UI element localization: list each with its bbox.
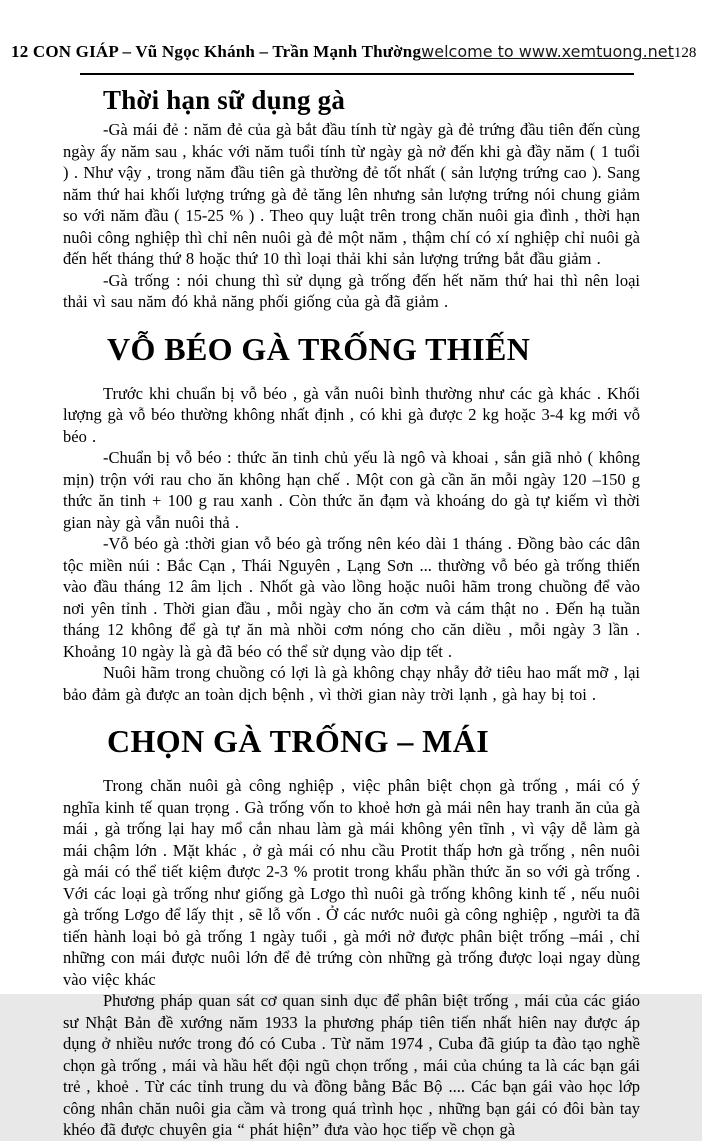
paragraph-phuong-phap-quan-sat: Phương pháp quan sát cơ quan sinh dục để phân biệt trống , mái của các giáo sư Nhật Bản đề xướng năm 1933 la phương pháp tiên tiến nhất hiên nay được áp dụng ở nhiều nước trong đó có Cuba . Từ năm 1974 , Cuba đã giúp ta đào tạo nghề chọn gà trống , mái và hầu hết đội ngũ chọn trống , mái của chúng ta là các bạn gái trẻ , khoẻ . Từ các tỉnh trung du và đồng bằng Bắc Bộ .... Các bạn gái vào học lớp công nhân chăn nuôi gia cầm và trong quá trình học , những bạn gái có đôi bàn tay khéo đã được chuyên gia “ phát hiện” đưa vào học tiếp về chọn gà [63, 991, 640, 1139]
header-book-title: 12 CON GIÁP – Vũ Ngọc Khánh – Trần Mạnh Thường [11, 42, 422, 61]
paragraph-ga-mai-de: -Gà mái đẻ : năm đẻ của gà bắt đầu tính từ ngày gà đẻ trứng đầu tiên đến cùng ngày ấy năm sau , khác với năm tuổi tính từ ngày gà nở đến khi gà đầy năm ( 1 tuổi ) . Như vậy , trong năm đầu tiên gà thường đẻ tốt nhất ( sản lượng trứng cao ). Sang năm thứ hai khối lượng trứng gà đẻ tăng lên nhưng sản lượng trứng nói chung giảm so với năm đầu ( 15-25 % ) . Theo quy luật trên trong chăn nuôi gia đình , thời hạn nuôi công nghiệp thì chỉ nên nuôi gà đẻ một năm , thậm chí có xí nghiệp chỉ nuôi gà đến hết tháng thứ 8 hoặc thứ 10 thì loại thải khi sản lượng trứng bắt đầu giảm . [63, 120, 640, 268]
section-thoi-han-su-dung-ga [63, 85, 640, 313]
header-website-link[interactable]: welcome to www.xemtuong.net [421, 42, 674, 61]
paragraph-trong-chan-nuoi-cong-nghiep: Trong chăn nuôi gà công nghiệp , việc phân biệt chọn gà trống , mái có ý nghĩa kinh tế quan trọng . Gà trống vốn to khoẻ hơn gà mái nên hay tranh ăn của gà mái , gà trống lại hay mổ cắn nhau làm gà mái không yên tĩnh , vì vậy dễ làm gà mái chậm lớn . Mặt khác , ở gà mái có nhu cầu Protit thấp hơn gà trống , nên nuôi gà mái có thể tiết kiệm được 2-3 % protit trong khẩu phần thức ăn so với gà trống . Với các loại gà trống như giống gà Lơgo thì nuôi gà trống không kinh tế , nếu nuôi gà trống Lơgo để lấy thịt , sẽ lỗ vốn . Ở các nước nuôi gà công nghiệp , người ta đã tiến hành loại bỏ gà trống 1 ngày tuổi , gà mới nở được phân biệt trống –mái , chỉ những con mái được nuôi lớn để đẻ trứng còn những gà trống được loại ngay dùng vào việc khác [63, 776, 640, 989]
page-header [11, 42, 697, 62]
header-divider [80, 73, 634, 75]
paragraph-chuan-bi-vo-beo: -Chuẩn bị vỗ béo : thức ăn tinh chủ yếu là ngô và khoai , sắn giã nhỏ ( không mịn) trộn với rau cho ăn không hạn chế . Một con gà cần ăn mỗi ngày 120 –150 g thức ăn tinh + 100 g rau xanh . Còn thức ăn đạm và khoáng do gà tự kiếm vì thời gian này gà vẫn nuôi thả . [63, 448, 640, 532]
paragraph-nuoi-ham-trong-chuong: Nuôi hãm trong chuồng có lợi là gà không chạy nhẫy đở tiêu hao mất mỡ , lại bảo đảm gà được an toàn dịch bệnh , vì thời gian này trời lạnh , gà hay bị toi . [63, 663, 640, 704]
section-heading-vo-beo-ga-trong-thien: VỖ BÉO GÀ TRỐNG THIẾN [107, 330, 531, 367]
paragraph-ga-trong: -Gà trống : nói chung thì sử dụng gà trống đến hết năm thứ hai thì nên loại thải vì sau năm đó khả năng phối giống của gà đã giảm . [63, 270, 640, 311]
paragraph-vo-beo-ga: -Vỗ béo gà :thời gian vỗ béo gà trống nên kéo dài 1 tháng . Đồng bào các dân tộc miền núi : Bắc Cạn , Thái Nguyên , Lạng Sơn ... thường vỗ béo gà trống thiến vào đầu tháng 12 âm lịch . Nhốt gà vào lồng hoặc nuôi hãm trong chuồng để vào nơi yên tỉnh . Thời gian đầu , mỗi ngày cho ăn cơm và cám thật no . Đến hạ tuần tháng 12 không để gà tự ăn mà nhồi cơm nóng cho căn diều , mỗi ngày 3 lần . Khoảng 10 ngày là gà đã béo có thể sử dụng vào dịp tết . [63, 534, 640, 661]
section-vo-beo-ga-trong-thien [63, 331, 640, 706]
paragraph-truoc-khi-vo-beo: Trước khi chuẩn bị vỗ béo , gà vẫn nuôi bình thường như các gà khác . Khối lượng gà vỗ béo thường không nhất định , có khi gà được 2 kg hoặc 3-4 kg mới vỗ béo . [63, 383, 640, 446]
section-chon-ga-trong-mai [63, 723, 640, 1141]
header-page-number: 128 [673, 45, 697, 61]
section-heading-chon-ga-trong-mai: CHỌN GÀ TRỐNG – MÁI [107, 723, 490, 759]
section-heading-thoi-han-su-dung-ga: Thời hạn sữ dụng gà [103, 85, 346, 115]
